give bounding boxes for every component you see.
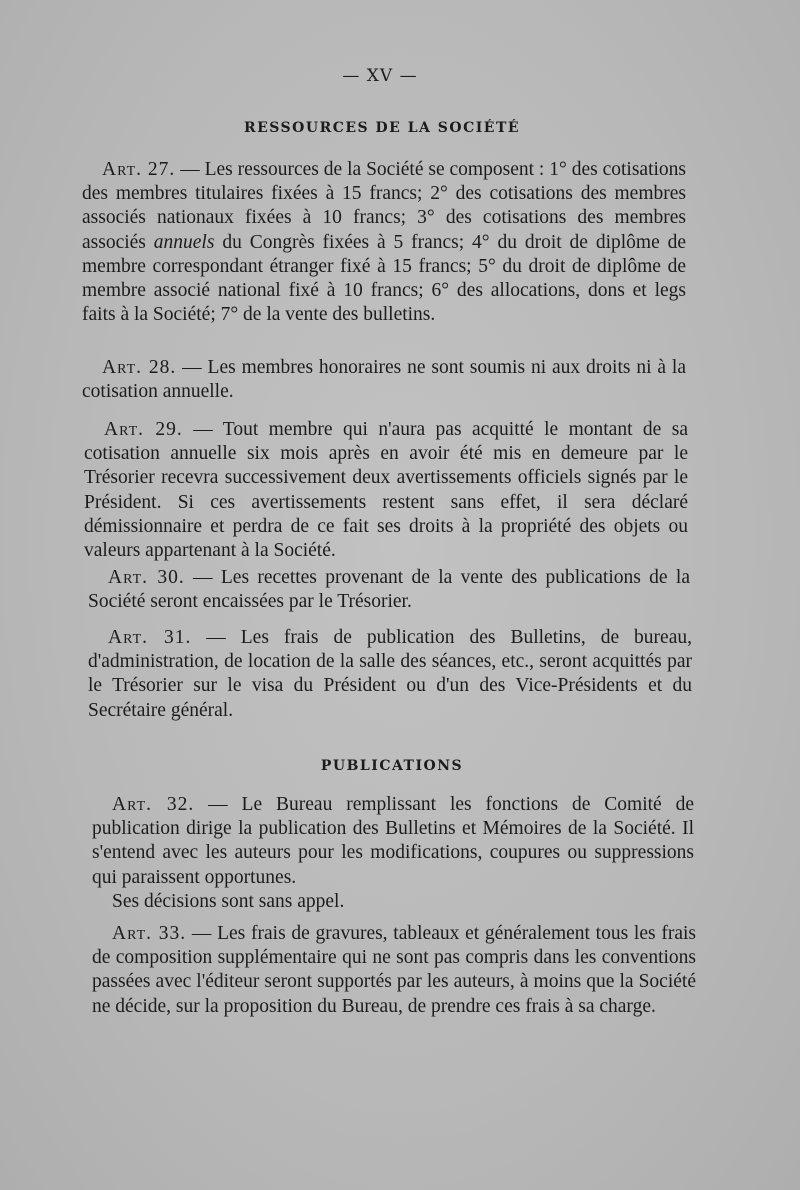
article-30 [88,566,690,614]
article-29 [84,418,688,563]
article-31-text: — Les frais de publication des Bulletins, de bureau, d'administration, de location de la salle des séances, etc., seront acquittés par le Trésorier sur le visa du Président ou d'un des Vice-Présidents et du Secrétaire général. [88,627,692,721]
article-27-label: Art. 27. [102,159,176,180]
article-33-label: Art. 33. [112,923,187,944]
article-30-text: — Les recettes provenant de la vente des publications de la Société seront encaissées par le Trésorier. [88,567,690,613]
article-27-text-b: du Congrès fixées à 5 francs; 4° du droit de diplôme de membre correspondant étranger fixé à 15 francs; 5° du droit de diplôme de membre associé national fixé à 10 francs; 6° des allocations, dons et legs faits à la Société; 7° de la vente des bulletins. [82,231,687,326]
article-31 [88,626,692,723]
article-28-text: — Les membres honoraires ne sont soumis ni aux droits ni à la cotisation annuelle. [82,357,686,403]
page-number: — XV — [342,66,418,86]
article-32 [92,793,694,914]
article-28 [82,356,686,404]
section-title-publications: PUBLICATIONS [320,758,464,774]
article-32-text: — Le Bureau remplissant les fonctions de Comité de publication dirige la publication des Bulletins et Mémoires de la Société. Il s'entend avec les auteurs pour les modifications, coupures ou suppressions qui paraissent opportunes. [92,794,694,888]
article-29-label: Art. 29. [104,419,183,440]
article-29-text: — Tout membre qui n'aura pas acquitté le montant de sa cotisation annuelle six mois après en avoir été mis en demeure par le Trésorier recevra successivement deux avertissements officiels signés par le Président. Si ces avertissements restent sans effet, il sera déclaré démissionnaire et perdra de ce fait ses droits à la propriété des objets ou valeurs appartenant à la Société. [84,419,688,562]
article-32-label: Art. 32. [112,794,195,815]
section-title-resources: RESSOURCES DE LA SOCIÉTÉ [243,120,521,136]
article-28-label: Art. 28. [102,357,177,378]
article-27-italic: annuels [153,231,215,253]
article-27 [82,158,686,327]
article-33 [92,922,696,1019]
article-30-label: Art. 30. [108,567,185,588]
article-33-text: — Les frais de gravures, tableaux et généralement tous les frais de composition supplémentaire qui ne sont pas compris dans les conventions passées avec l'éditeur seront supportés par les auteurs, à moins que la Société ne décide, sur la proposition du Bureau, de prendre ces frais à sa charge. [92,923,696,1017]
article-27-text-a: — Les ressources de la Société se composent : 1° des cotisations des membres titulaires fixées à 15 francs; 2° des cotisations des membres associés nationaux fixées à 10 francs; 3° des cotisations des membres associés [82,159,686,253]
article-31-label: Art. 31. [108,627,192,648]
article-32-second-paragraph: Ses décisions sont sans appel. [112,890,345,912]
